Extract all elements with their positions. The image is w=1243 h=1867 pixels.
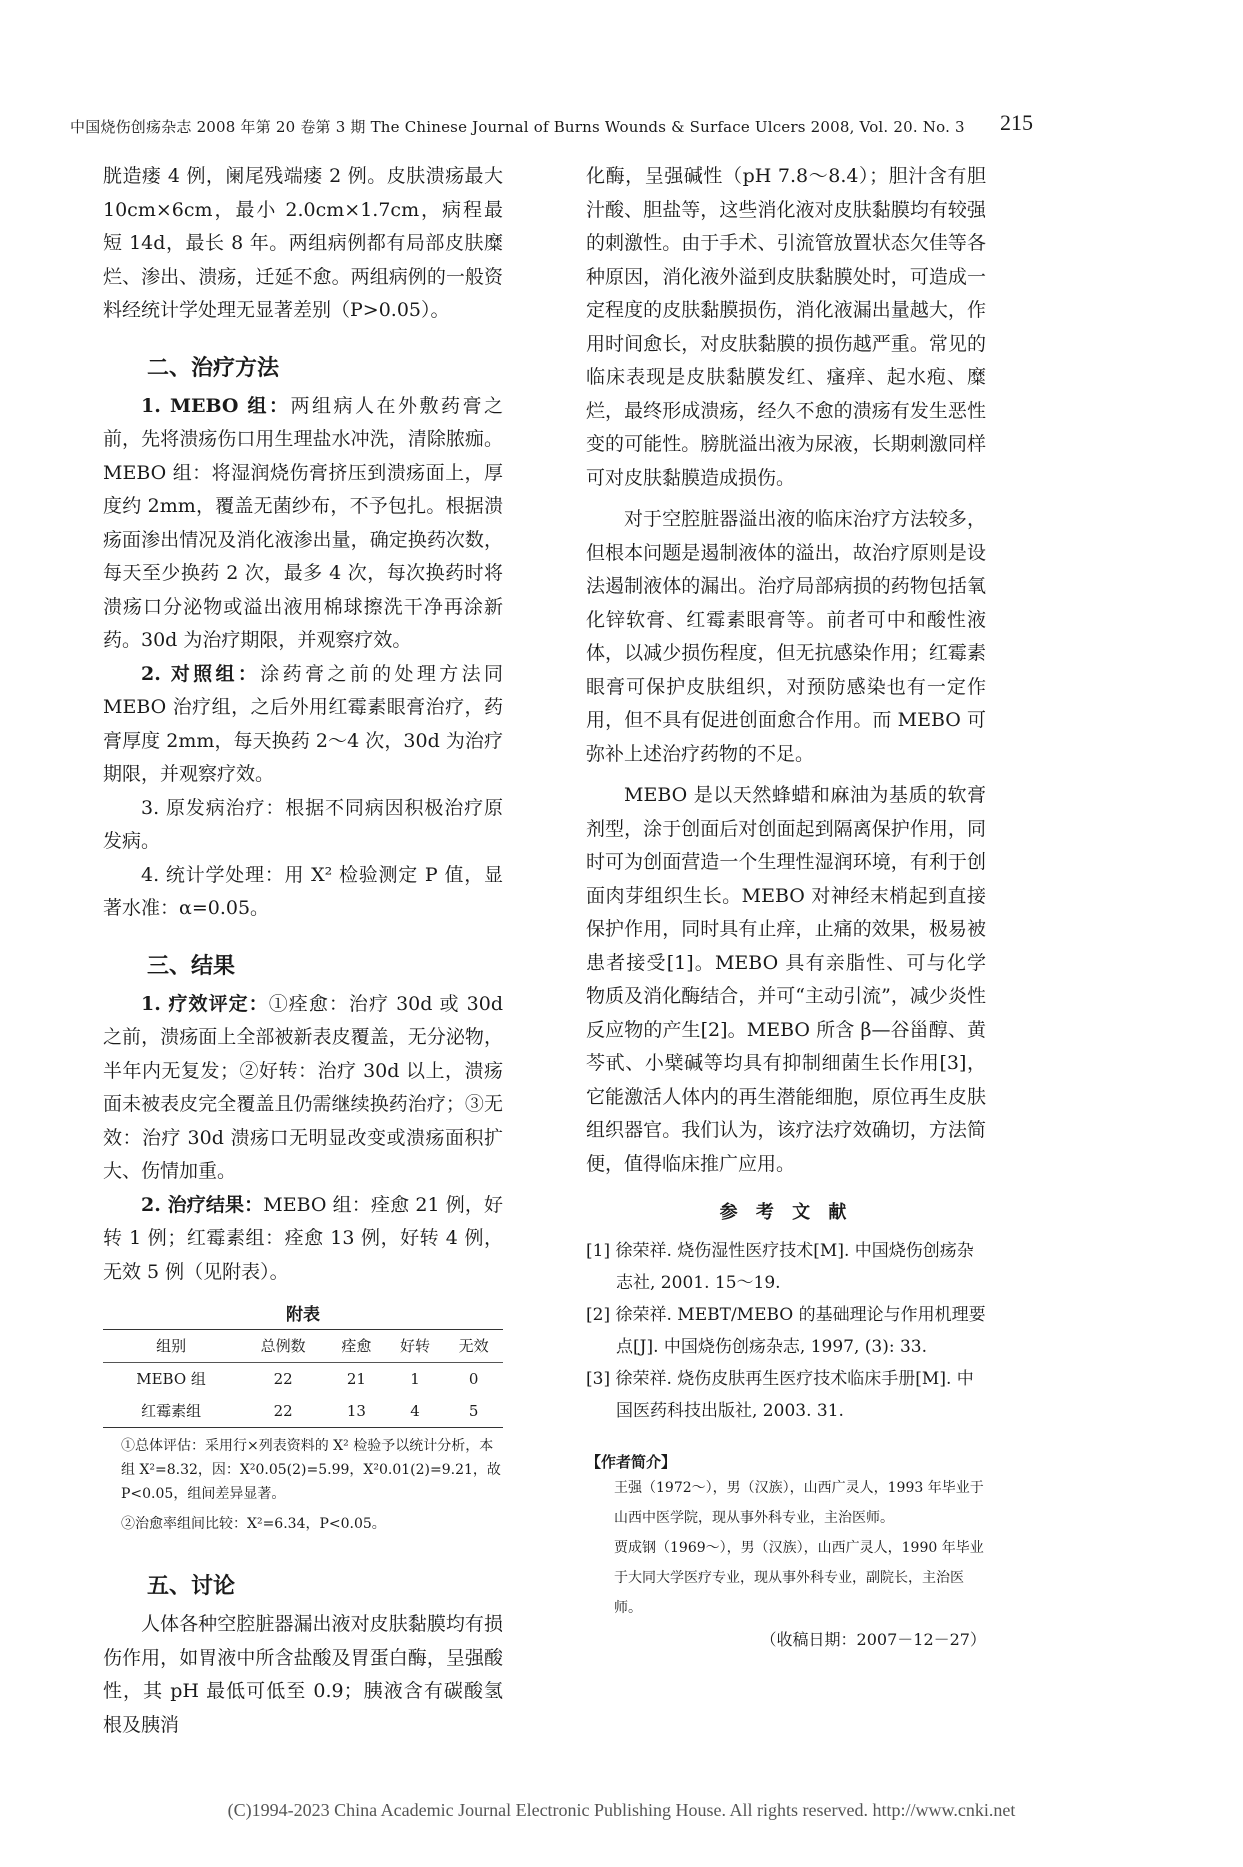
intro-paragraph: 胱造瘘 4 例，阑尾残端瘘 2 例。皮肤溃疡最大 10cm×6cm，最小 2.0cm×1.7cm，病程最短 14d，最长 8 年。两组病例都有局部皮肤糜烂、渗出、溃疡，迁延不愈。两组病例的一般资料经统计学处理无显著差别（P>0.05）。: [103, 165, 503, 321]
table-cell: 22: [273, 1402, 293, 1420]
results-paragraph-2: [103, 1189, 503, 1290]
results-paragraph-1: [103, 988, 503, 1189]
table-cell: 4: [410, 1402, 420, 1420]
copyright-footer: (C)1994-2023 China Academic Journal Electronic Publishing House. All rights reserved. http://www.cnki.net: [227, 1800, 1016, 1820]
table-cell: 13: [346, 1402, 366, 1420]
treatment-text-1: 两组病人在外敷药膏之前，先将溃疡伤口用生理盐水冲洗，清除脓痂。MEBO 组：将湿润烧伤膏挤压到溃疡面上，厚度约 2mm，覆盖无菌纱布，不予包扎。根据溃疡面渗出情况及消化液渗出量，确定换药次数，每天至少换药 2 次，最多 4 次，每次换药时将溃疡口分泌物或溢出液用棉球擦洗干净再涂新药。30d 为治疗期限，并观察疗效。: [103, 394, 503, 651]
results-table-block: [103, 1303, 503, 1536]
author-bio-1: 王强（1972～），男（汉族），山西广灵人，1993 年毕业于山西中医学院，现从事外科专业，主治医师。: [614, 1480, 984, 1526]
reference-item: [3] 徐荣祥. 烧伤皮肤再生医疗技术临床手册[M]. 中国医药科技出版社, 2003. 31.: [586, 1369, 974, 1421]
results-label-2: 2. 治疗结果：: [141, 1193, 264, 1216]
discussion-paragraph-3: MEBO 是以天然蜂蜡和麻油为基质的软膏剂型，涂于创面后对创面起到隔离保护作用，同时可为创面营造一个生理性湿润环境，有利于创面肉芽组织生长。MEBO 对神经末梢起到直接保护作用，同时具有止痒，止痛的效果，极易被患者接受[1]。MEBO 具有亲脂性、可与化学物质及消化酶结合，并可“主动引流”，减少炎性反应物的产生[2]。MEBO 所含 β—谷甾醇、黄芩甙、小檗碱等均具有抑制细菌生长作用[3]，它能激活人体内的再生潜能细胞，原位再生皮肤组织器官。我们认为，该疗法疗效确切，方法简便，值得临床推广应用。: [586, 784, 986, 1175]
table-title: 附表: [286, 1305, 320, 1325]
table-row: [103, 1395, 503, 1428]
left-column: [103, 160, 503, 1742]
references-title: 参 考 文 献: [719, 1202, 853, 1223]
treatment-paragraph-2: [103, 658, 503, 792]
treatment-paragraph-3: 3. 原发病治疗：根据不同病因积极治疗原发病。: [103, 796, 503, 852]
results-table: [103, 1329, 503, 1428]
discussion-paragraph-2: 对于空腔脏器溢出液的临床治疗方法较多，但根本问题是遏制液体的溢出，故治疗原则是设法遏制液体的漏出。治疗局部病损的药物包括氧化锌软膏、红霉素眼膏等。前者可中和酸性液体，以减少损伤程度，但无抗感染作用；红霉素眼膏可保护皮肤组织，对预防感染也有一定作用，但不具有促进创面愈合作用。而 MEBO 可弥补上述治疗药物的不足。: [586, 508, 986, 765]
table-cell: 1: [410, 1370, 420, 1388]
table-row: [103, 1363, 503, 1396]
table-note-1: ①总体评估：采用行×列表资料的 X² 检验予以统计分析，本组 X²=8.32，因：X²0.05(2)=5.99，X²0.01(2)=9.21，故 P<0.05，组间差异显著。: [121, 1438, 501, 1502]
section-heading-treatment: 二、治疗方法: [147, 354, 280, 381]
results-text-2: MEBO 组：痊愈 21 例，好转 1 例；红霉素组：痊愈 13 例，好转 4 例，无效 5 例（见附表）。: [103, 1193, 503, 1283]
table-cell: 21: [346, 1370, 366, 1388]
results-label-1: 1. 疗效评定：: [141, 992, 269, 1015]
received-date: （收稿日期：2007－12－27）: [760, 1630, 986, 1649]
reference-item: [2] 徐荣祥. MEBT/MEBO 的基础理论与作用机理要点[J]. 中国烧伤创疡杂志, 1997, (3): 33.: [586, 1305, 986, 1357]
table-header-cell: 好转: [400, 1337, 431, 1355]
table-header-cell: 痊愈: [341, 1337, 372, 1355]
section-heading-results: 三、结果: [147, 952, 236, 979]
treatment-text-2: 涂药膏之前的处理方法同 MEBO 治疗组，之后外用红霉素眼膏治疗，药膏厚度 2mm，每天换药 2～4 次，30d 为治疗期限，并观察疗效。: [103, 662, 503, 785]
table-header-cell: 组别: [156, 1337, 187, 1355]
section-heading-discussion: 五、讨论: [147, 1573, 236, 1599]
reference-item: [1] 徐荣祥. 烧伤湿性医疗技术[M]. 中国烧伤创疡杂志社, 2001. 15～19.: [586, 1241, 974, 1293]
table-cell: 红霉素组: [141, 1402, 202, 1420]
treatment-paragraph-4: 4. 统计学处理：用 X² 检验测定 P 值，显著水准：α=0.05。: [103, 863, 503, 919]
table-header-cell: 无效: [458, 1337, 489, 1355]
discussion-paragraph-continued: 化酶，呈强碱性（pH 7.8～8.4）；胆汁含有胆汁酸、胆盐等，这些消化液对皮肤黏膜均有较强的刺激性。由于手术、引流管放置状态欠佳等各种原因，消化液外溢到皮肤黏膜处时，可造成一定程度的皮肤黏膜损伤，消化液漏出量越大，作用时间愈长，对皮肤黏膜的损伤越严重。常见的临床表现是皮肤黏膜发红、瘙痒、起水疱、糜烂，最终形成溃疡，经久不愈的溃疡有发生恶性变的可能性。膀胱溢出液为尿液，长期刺激同样可对皮肤黏膜造成损伤。: [586, 165, 986, 489]
right-column: [586, 160, 986, 1655]
results-text-1: ①痊愈：治疗 30d 或 30d 之前，溃疡面上全部被新表皮覆盖，无分泌物，半年内无复发；②好转：治疗 30d 以上，溃疡面未被表皮完全覆盖且仍需继续换药治疗；③无效：治疗 30d 溃疡口无明显改变或溃疡面积扩大、伤情加重。: [103, 992, 503, 1182]
discussion-paragraph-1: 人体各种空腔脏器漏出液对皮肤黏膜均有损伤作用，如胃液中所含盐酸及胃蛋白酶，呈强酸性，其 pH 最低可低至 0.9；胰液含有碳酸氢根及胰消: [103, 1613, 503, 1736]
table-header-cell: 总例数: [260, 1337, 306, 1355]
table-cell: MEBO 组: [136, 1370, 206, 1388]
table-header-row: [103, 1330, 503, 1363]
author-bio-heading: 【作者简介】: [586, 1453, 677, 1471]
table-note-2: ②治愈率组间比较：X²=6.34，P<0.05。: [121, 1516, 386, 1532]
treatment-label-2: 2. 对照组：: [141, 662, 261, 685]
table-cell: 5: [468, 1402, 479, 1420]
running-head: 中国烧伤创疡杂志 2008 年第 20 卷第 3 期 The Chinese Journal of Burns Wounds & Surface Ulcers 2008, Vol. 20. No. 3: [70, 118, 965, 136]
table-cell: 22: [273, 1370, 293, 1388]
author-bio-2: 贾成钢（1969～），男（汉族），山西广灵人，1990 年毕业于大同大学医疗专业，现从事外科专业，副院长，主治医师。: [614, 1540, 984, 1616]
page-number: 215: [1000, 110, 1033, 135]
treatment-paragraph-1: [103, 390, 503, 658]
table-cell: 0: [468, 1370, 479, 1388]
treatment-label-1: 1. MEBO 组：: [141, 394, 291, 417]
